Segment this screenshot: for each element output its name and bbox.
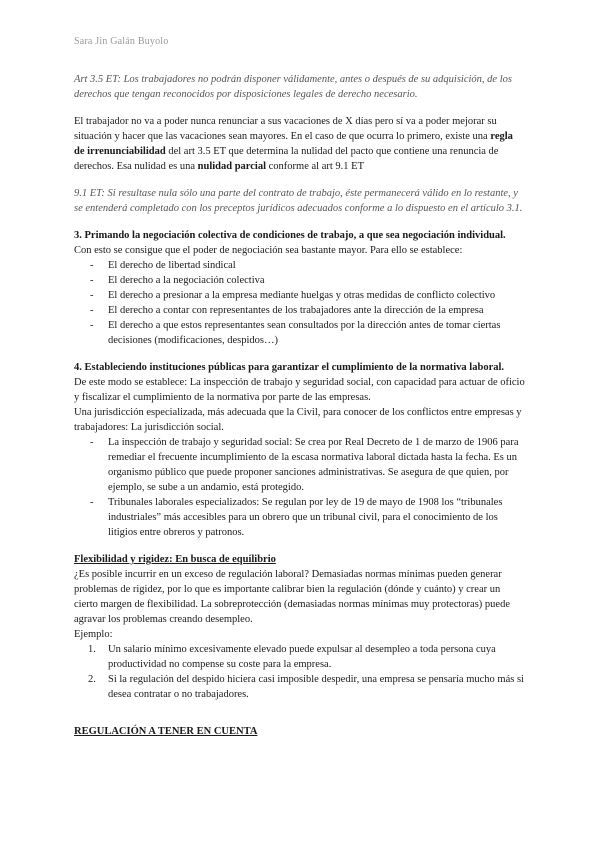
bold-term-irrenunciabilidad: regla de irrenunciabilidad [74,131,513,157]
page-header-author: Sara Jin Galán Buyolo [74,36,169,47]
example-list [74,642,526,702]
bold-term-nulidad-parcial: nulidad parcial [197,161,267,172]
example-label: Ejemplo: [74,629,113,640]
section-3-list [74,258,526,348]
section-4-list [74,435,526,540]
list-number: 2. [88,674,96,685]
list-number: 1. [88,644,96,655]
quote-art-9-1: 9.1 ET: Si resultase nula sólo una parte del contrato de trabajo, éste permanecerá válido en lo restante, y se entenderá completado con los preceptos jurídicos adecuados conforme a lo dispuesto en el artículo 3.1. [74,188,523,214]
list-item [74,672,526,702]
paragraph-irrenunciabilidad [74,114,526,174]
list-item: - El derecho a contar con representantes de los trabajadores ante la dirección de la empresa [74,303,526,318]
section-3-heading: 3. Primando la negociación colectiva de condiciones de trabajo, a que sea negociación individual. [74,230,506,241]
list-item: - El derecho a que estos representantes sean consultados por la dirección antes de tomar ciertas decisiones (modificaciones, despidos…) [74,318,526,348]
section-4-paragraph-1: De este modo se establece: La inspección de trabajo y seguridad social, con capacidad para actuar de oficio y fiscalizar el cumplimiento de la normativa por parte de las empresas. [74,377,525,403]
list-item-text: Si la regulación del despido hiciera casi imposible despedir, una empresa se pensaría mucho más si desea contratar o no trabajadores. [108,674,524,700]
document-body [74,72,526,739]
section-4-heading: 4. Estableciendo instituciones públicas para garantizar el cumplimiento de la normativa laboral. [74,362,505,373]
list-item: - El derecho a la negociación colectiva [74,273,526,288]
list-item: - La inspección de trabajo y seguridad social: Se crea por Real Decreto de 1 de marzo de 1906 para remediar el frecuente incumplimiento de la escasa normativa laboral dictada hasta la fecha. Es un organismo público que puede proponer sanciones administrativas. Se asegura de que quien, por ejemplo, se sube a un andamio, está protegido. [74,435,526,495]
list-item: - Tribunales laborales especializados: Se regulan por ley de 19 de mayo de 1908 los “tribunales industriales” más accesibles para un obrero que un tribunal civil, para el conocimiento de los litigios entre obreros y patronos. [74,495,526,540]
quote-art-3-5: Art 3.5 ET: Los trabajadores no podrán disponer válidamente, antes o después de su adquisición, de los derechos que tengan reconocidos por disposiciones legales de derecho necesario. [74,74,512,100]
final-heading: REGULACIÓN A TENER EN CUENTA [74,726,258,737]
flexibility-paragraph: ¿Es posible incurrir en un exceso de regulación laboral? Demasiadas normas mínimas pueden generar problemas de rigidez, por lo que es importante calibrar bien la regulación (dónde y cuánto) y crear un cierto margen de flexibilidad. La sobreprotección (demasiadas normas mínimas muy protectoras) puede agravar los problemas creando desempleo. [74,569,510,625]
flexibility-heading: Flexibilidad y rigidez: En busca de equilibrio [74,554,276,565]
section-4-paragraph-2: Una jurisdicción especializada, más adecuada que la Civil, para conocer de los conflictos entre empresas y trabajadores: La jurisdicción social. [74,407,522,433]
text-run: del art 3.5 ET que determina la nulidad del pacto que contiene una renuncia de derechos. Esa nulidad es una [74,146,499,172]
text-run: El trabajador no va a poder nunca renunciar a sus vacaciones de X días pero sí va a poder mejorar su situación y hacer que las vacaciones sean mayores. En el caso de que ocurra lo primero, existe una [74,116,497,142]
section-3-intro: Con esto se consigue que el poder de negociación sea bastante mayor. Para ello se establece: [74,245,463,256]
text-run: conforme al art 9.1 ET [266,161,364,172]
list-item: - El derecho a presionar a la empresa mediante huelgas y otras medidas de conflicto colectivo [74,288,526,303]
list-item-text: Un salario mínimo excesivamente elevado puede expulsar al desempleo a toda persona cuya productividad no compense su coste para la empresa. [108,644,496,670]
list-item: - El derecho de libertad sindical [74,258,526,273]
list-item [74,642,526,672]
